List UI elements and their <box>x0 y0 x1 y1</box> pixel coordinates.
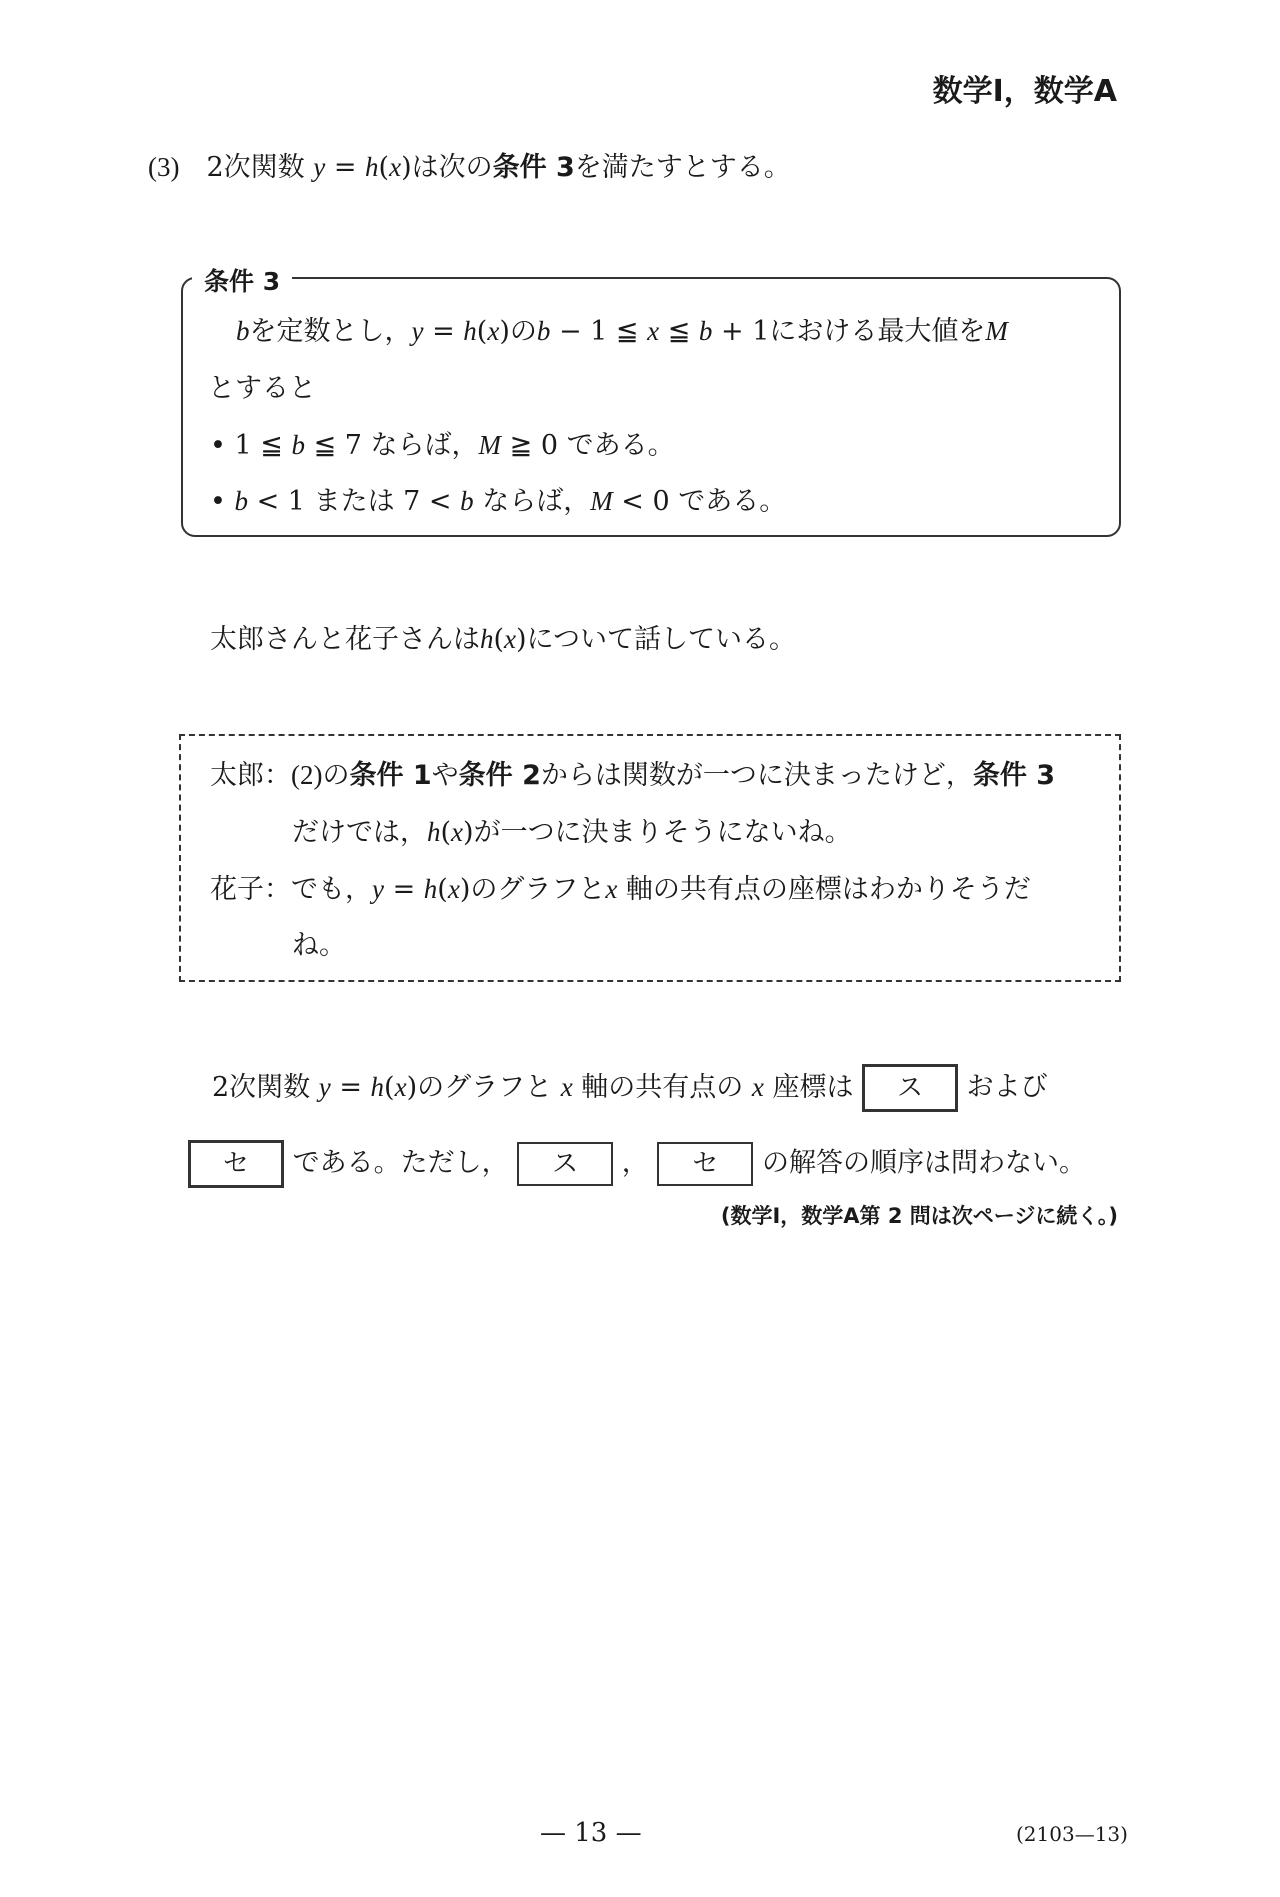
mid-text: である。ただし， <box>292 1147 509 1179</box>
text-segment: とすると <box>208 373 316 404</box>
text-segment: (2) <box>291 760 323 790</box>
math-variable: x <box>389 152 402 182</box>
math-variable: M <box>478 430 502 460</box>
text-segment: ) <box>406 1071 418 1103</box>
subject-header: 数学Ⅰ，数学A <box>932 74 1117 109</box>
text-segment: = <box>330 1071 371 1103</box>
answer-box-se[interactable]: セ <box>188 1140 284 1188</box>
text-segment: ( <box>493 624 505 655</box>
text-segment: 条件 3 <box>972 760 1056 791</box>
text-segment: • 1 ≦ <box>210 430 292 461</box>
math-variable: x <box>487 316 500 346</box>
text-segment: の <box>322 760 350 791</box>
text-segment: 2次関数 <box>179 152 314 183</box>
text-segment: = <box>383 874 424 905</box>
dialogue-hanako <box>210 872 1031 907</box>
text-segment: ( <box>440 817 452 848</box>
math-variable: x <box>647 316 660 346</box>
text-segment: だけでは， <box>292 817 427 848</box>
math-variable: M <box>590 486 613 516</box>
math-variable: x <box>605 874 618 904</box>
math-variable: x <box>394 1071 407 1102</box>
math-variable: h <box>463 316 477 346</box>
text-segment: ( <box>378 152 390 183</box>
math-variable: h <box>480 624 494 654</box>
tail-text: の解答の順序は問わない。 <box>761 1147 1086 1179</box>
math-variable: x <box>504 624 517 654</box>
comma-text: ， <box>621 1147 649 1179</box>
text-segment: 太郎さんと花子さんは <box>210 624 480 655</box>
text-segment: 座標は <box>763 1071 854 1103</box>
text-segment: 2次関数 <box>212 1071 319 1103</box>
condition-bullet <box>210 428 675 463</box>
text-segment: ≧ 0 である。 <box>501 430 675 461</box>
text-segment: 条件 2 <box>458 760 541 791</box>
text-segment: • <box>210 486 235 517</box>
answer-ref-su: ス <box>517 1142 613 1186</box>
text-segment: 軸の共有点の <box>572 1071 752 1103</box>
math-variable: b <box>460 486 474 516</box>
text-segment: = <box>423 316 464 347</box>
text-segment: のグラフと <box>417 1071 561 1103</box>
text-segment: は次の <box>411 152 493 183</box>
answer-line-1 <box>212 1064 1048 1112</box>
continued-note: (数学Ⅰ，数学A第 2 問は次ページに続く。) <box>720 1204 1118 1228</box>
text-segment: = <box>325 152 366 183</box>
math-variable: h <box>370 1071 385 1102</box>
dialogue-taro <box>210 758 1055 793</box>
and-text: および <box>966 1071 1048 1103</box>
text-segment: の <box>509 316 537 347</box>
condition-title: 条件 3 <box>192 262 292 298</box>
text-segment: ) <box>459 874 471 905</box>
text-segment: ) <box>516 624 527 655</box>
math-variable: y <box>318 1071 331 1102</box>
text-segment: ね。 <box>292 930 346 961</box>
text-segment: 条件 1 <box>349 760 432 791</box>
text-segment: − 1 ≦ <box>550 316 648 347</box>
condition-bullet <box>210 484 786 519</box>
math-variable: b <box>234 486 249 516</box>
text-segment: からは関数が一つに決まったけど， <box>540 760 973 791</box>
text-segment: ≦ 7 ならば， <box>304 430 479 461</box>
dialogue-hanako-cont <box>292 929 346 963</box>
text-segment: ) <box>499 316 510 347</box>
answer-line-2 <box>188 1140 1086 1188</box>
lead-text <box>210 622 796 657</box>
text-segment: ( <box>437 874 448 905</box>
text-segment: 花子：でも， <box>210 874 372 905</box>
condition-line <box>236 314 1008 349</box>
math-variable: h <box>423 874 438 904</box>
text-segment: < 1 または 7 < <box>248 486 461 517</box>
exam-code: (2103—13) <box>1016 1822 1128 1846</box>
dialogue-taro-cont <box>292 815 852 850</box>
condition-line <box>208 372 316 406</box>
math-variable: y <box>372 874 384 904</box>
text-segment: 条件 3 <box>492 152 575 183</box>
math-variable: y <box>313 152 326 182</box>
text-segment: について話している。 <box>526 624 797 655</box>
answer-box-su[interactable]: ス <box>862 1064 958 1112</box>
math-variable: h <box>427 817 441 847</box>
answer-ref-se: セ <box>657 1142 753 1186</box>
text-segment: (3) <box>148 152 180 182</box>
text-segment: + 1 <box>712 316 770 347</box>
math-variable: x <box>447 874 460 904</box>
text-segment: における最大値を <box>769 316 986 347</box>
math-variable: b <box>236 316 250 346</box>
text-segment: のグラフと <box>470 874 606 905</box>
text-segment: ならば， <box>473 486 591 517</box>
text-segment: ( <box>384 1071 395 1103</box>
text-segment: ) <box>401 152 412 183</box>
answer-line-1-text <box>212 1072 853 1103</box>
text-segment: ( <box>476 316 488 347</box>
text-segment: を満たすとする。 <box>574 152 791 183</box>
question-intro <box>148 150 791 185</box>
text-segment: ≦ <box>659 316 699 347</box>
text-segment: 太郎： <box>210 760 291 791</box>
text-segment: ) <box>463 817 474 848</box>
math-variable: b <box>698 316 713 346</box>
text-segment: を定数とし， <box>249 316 412 347</box>
math-variable: x <box>751 1071 764 1102</box>
page-number: — 13 — <box>540 1818 642 1848</box>
math-variable: x <box>451 817 464 847</box>
math-variable: y <box>411 316 424 346</box>
math-variable: M <box>985 316 1008 346</box>
math-variable: b <box>291 430 305 460</box>
math-variable: h <box>365 152 379 182</box>
text-segment: や <box>431 760 459 791</box>
text-segment: < 0 である。 <box>612 486 787 517</box>
math-variable: x <box>560 1071 573 1102</box>
text-segment: 軸の共有点の座標はわかりそうだ <box>617 874 1031 905</box>
text-segment: が一つに決まりそうにないね。 <box>473 817 852 848</box>
math-variable: b <box>536 316 551 346</box>
